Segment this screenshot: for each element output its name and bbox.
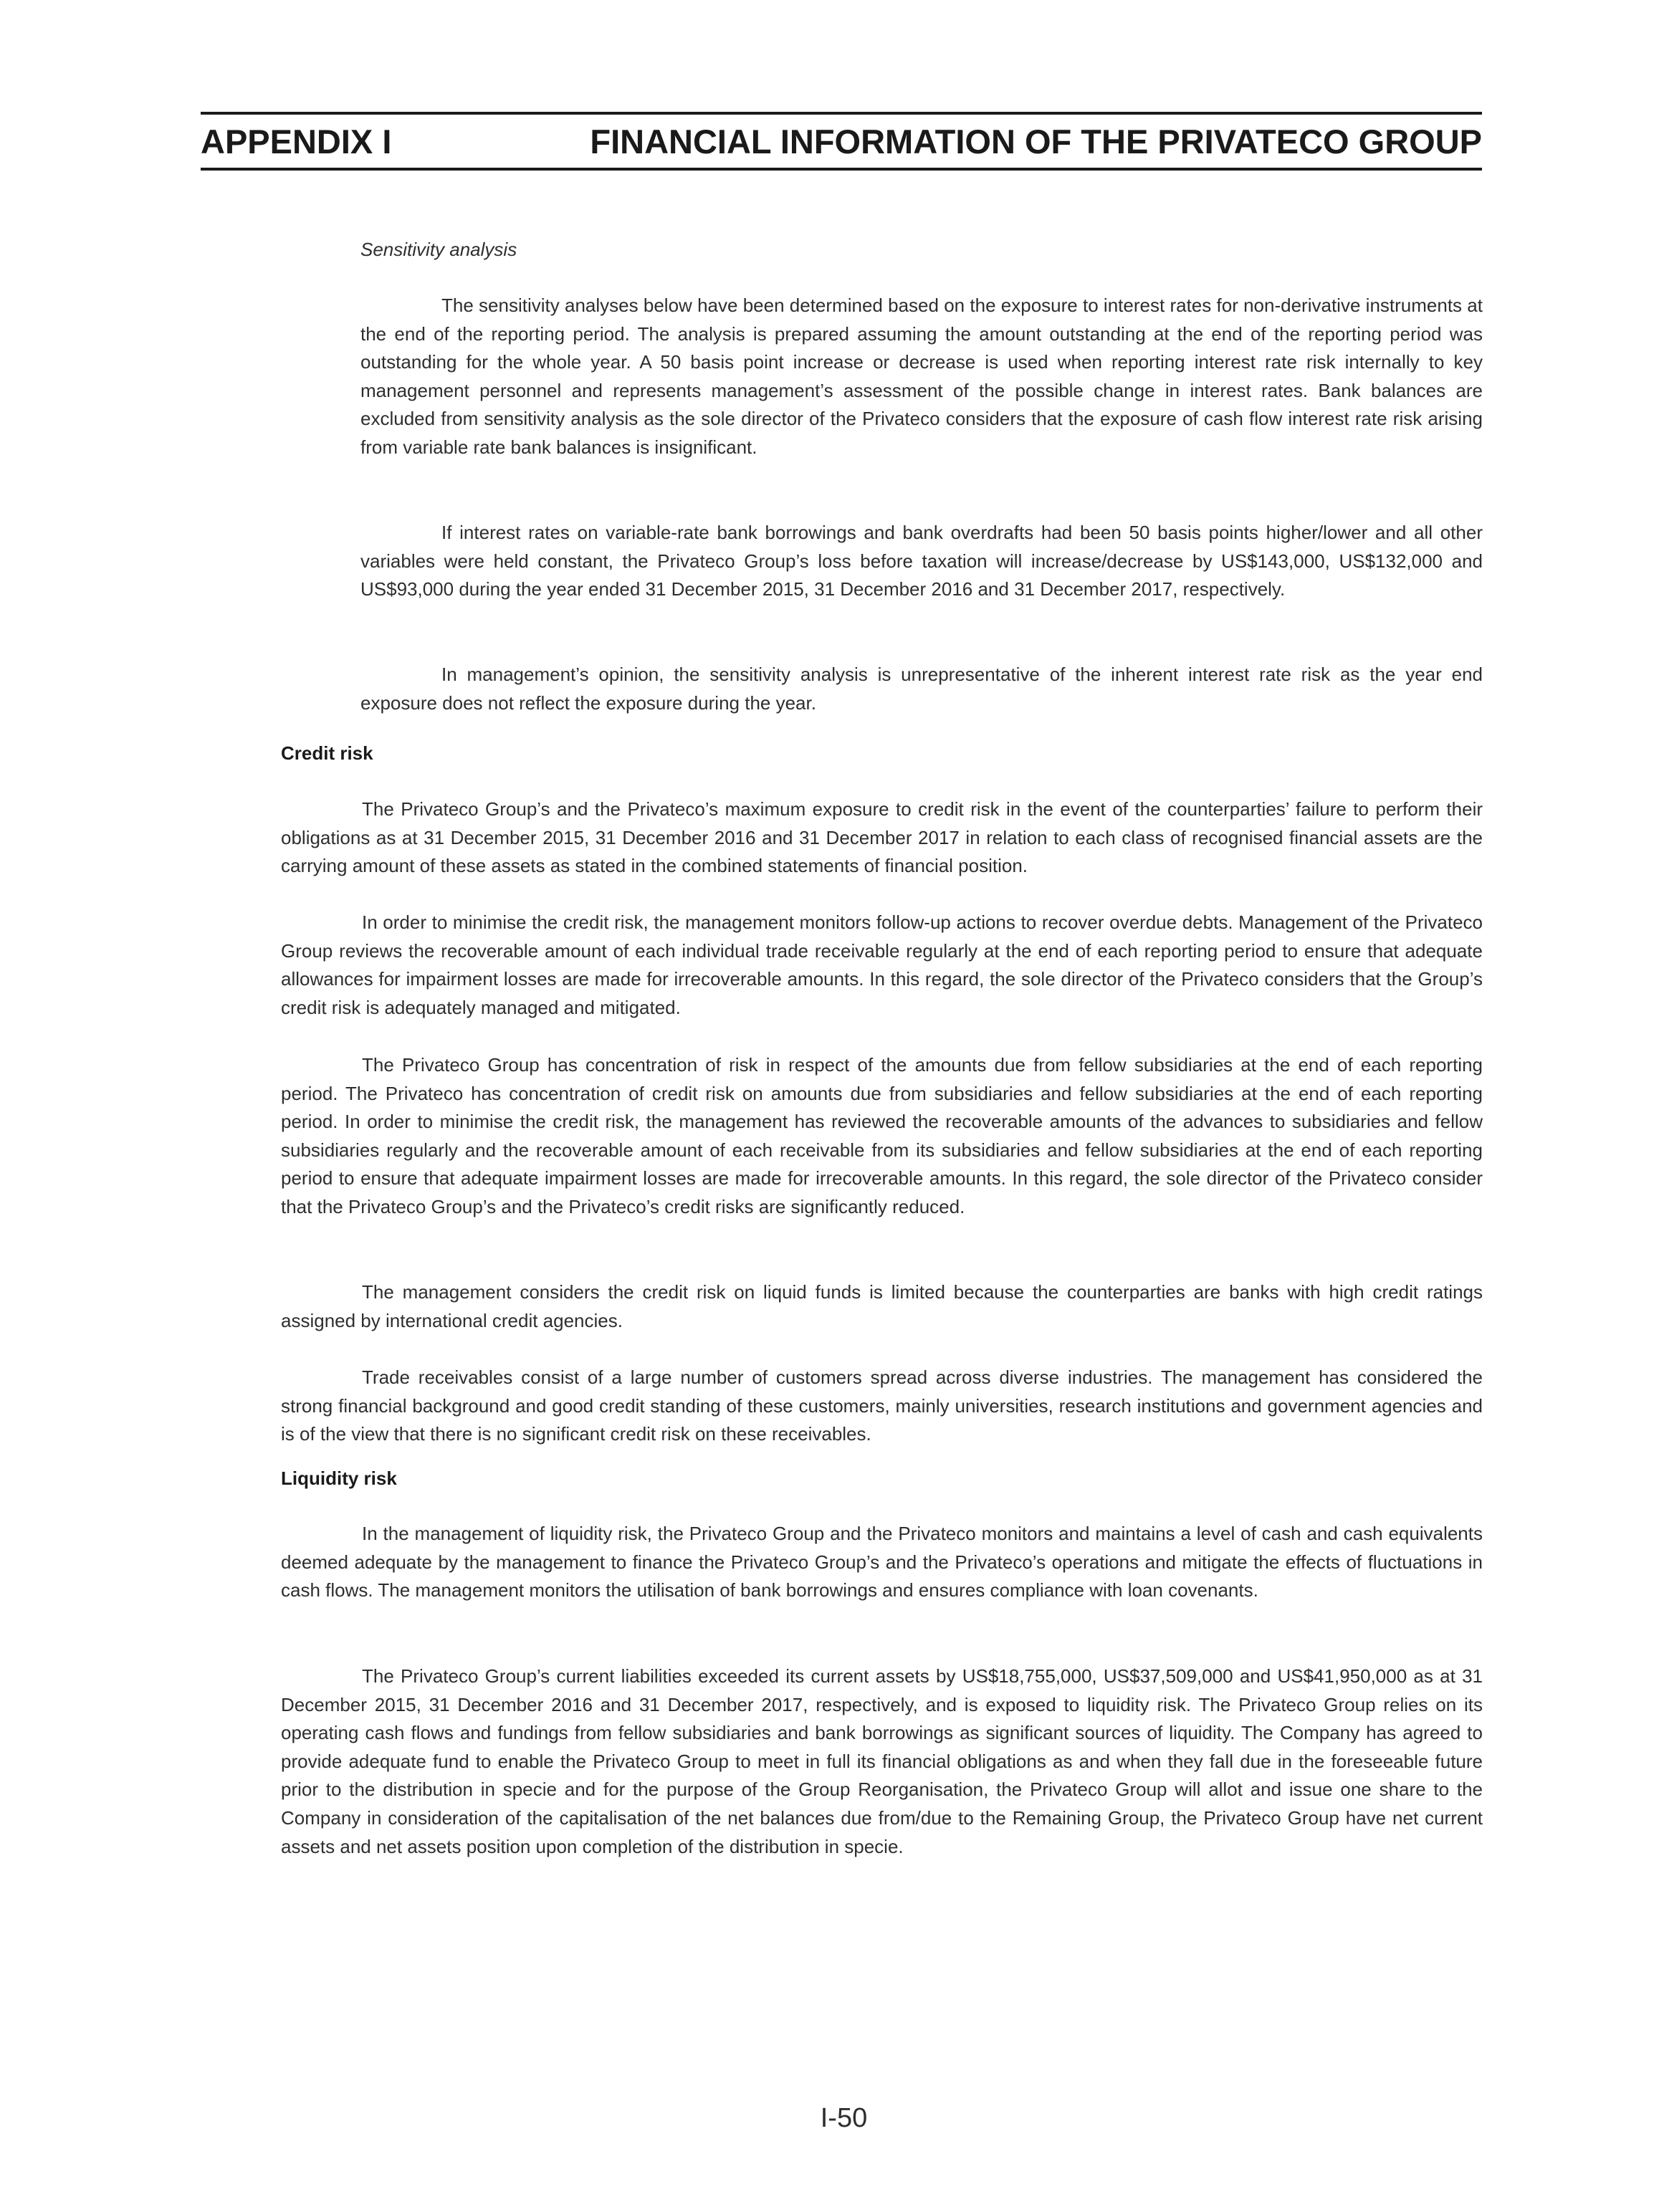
sensitivity-paragraph-1: The sensitivity analyses below have been determined based on the exposure to interest rates for non-derivative instruments at the end of the reporting period. The analysis is prepared assuming the amount outstanding at the end of the reporting period was outstanding for the whole year. A 50 basis point increase or decrease is used when reporting interest rate risk internally to key management personnel and represents management’s assessment of the possible change in interest rates. Bank balances are excluded from sensitivity analysis as the sole director of the Privateco considers that the exposure of cash flow interest rate risk arising from variable rate bank balances is insignificant. xyxy=(360,295,1483,458)
sensitivity-paragraph-2: If interest rates on variable-rate bank borrowings and bank overdrafts had been 50 basis points higher/lower and all other variables were held constant, the Privateco Group’s loss before taxation will increase/decrease by US$143,000, US$132,000 and US$93,000 during the year ended 31 December 2015, 31 December 2016 and 31 December 2017, respectively. xyxy=(360,522,1483,600)
page-header xyxy=(201,112,1482,171)
credit-risk-paragraph-4: The management considers the credit risk on liquid funds is limited because the counterparties are banks with high credit ratings assigned by international credit agencies. xyxy=(281,1281,1483,1331)
sensitivity-analysis-heading: Sensitivity analysis xyxy=(360,239,517,260)
credit-risk-paragraph-5: Trade receivables consist of a large number of customers spread across diverse industries. The management has considered the strong financial background and good credit standing of these customers, mainly universities, research institutions and government agencies and is of the view that there is no significant credit risk on these receivables. xyxy=(281,1366,1483,1445)
credit-risk-heading: Credit risk xyxy=(281,742,373,764)
appendix-title: FINANCIAL INFORMATION OF THE PRIVATECO GROUP xyxy=(590,123,1482,161)
appendix-label: APPENDIX I xyxy=(201,123,392,161)
liquidity-risk-paragraph-1: In the management of liquidity risk, the Privateco Group and the Privateco monitors and maintains a level of cash and cash equivalents deemed adequate by the management to finance the Privateco Group’s and the Privateco’s operations and mitigate the effects of fluctuations in cash flows. The management monitors the utilisation of bank borrowings and ensures compliance with loan covenants. xyxy=(281,1523,1483,1601)
liquidity-risk-heading: Liquidity risk xyxy=(281,1468,397,1489)
credit-risk-paragraph-3: The Privateco Group has concentration of risk in respect of the amounts due from fellow subsidiaries at the end of each reporting period. The Privateco has concentration of credit risk on amounts due from subsidiaries and fellow subsidiaries at the end of each reporting period. In order to minimise the credit risk, the management has reviewed the recoverable amounts of the advances to subsidiaries and fellow subsidiaries regularly and the recoverable amount of each receivable from its subsidiaries and fellow subsidiaries at the end of each reporting period to ensure that adequate impairment losses are made for irrecoverable amounts. In this regard, the sole director of the Privateco consider that the Privateco Group’s and the Privateco’s credit risks are significantly reduced. xyxy=(281,1054,1483,1217)
credit-risk-paragraph-1: The Privateco Group’s and the Privateco’s maximum exposure to credit risk in the event of the counterparties’ failure to perform their obligations as at 31 December 2015, 31 December 2016 and 31 December 2017 in relation to each class of recognised financial assets are the carrying amount of these assets as stated in the combined statements of financial position. xyxy=(281,798,1483,877)
liquidity-risk-paragraph-2: The Privateco Group’s current liabilities exceeded its current assets by US$18,755,000, US$37,509,000 and US$41,950,000 as at 31 December 2015, 31 December 2016 and 31 December 2017, respectively, and is exposed to liquidity risk. The Privateco Group relies on its operating cash flows and fundings from fellow subsidiaries and bank borrowings as significant sources of liquidity. The Company has agreed to provide adequate fund to enable the Privateco Group to meet in full its financial obligations as and when they fall due in the foreseeable future prior to the distribution in specie and for the purpose of the Group Reorganisation, the Privateco Group will allot and issue one share to the Company in consideration of the capitalisation of the net balances due from/due to the Remaining Group, the Privateco Group have net current assets and net assets position upon completion of the distribution in specie. xyxy=(281,1665,1483,1857)
credit-risk-paragraph-2: In order to minimise the credit risk, the management monitors follow-up actions to recover overdue debts. Management of the Privateco Group reviews the recoverable amount of each individual trade receivable regularly at the end of each reporting period to ensure that adequate allowances for impairment losses are made for irrecoverable amounts. In this regard, the sole director of the Privateco considers that the Group’s credit risk is adequately managed and mitigated. xyxy=(281,911,1483,1018)
sensitivity-paragraph-3: In management’s opinion, the sensitivity analysis is unrepresentative of the inherent interest rate risk as the year end exposure does not reflect the exposure during the year. xyxy=(360,664,1483,714)
page-number: I-50 xyxy=(820,2103,868,2133)
